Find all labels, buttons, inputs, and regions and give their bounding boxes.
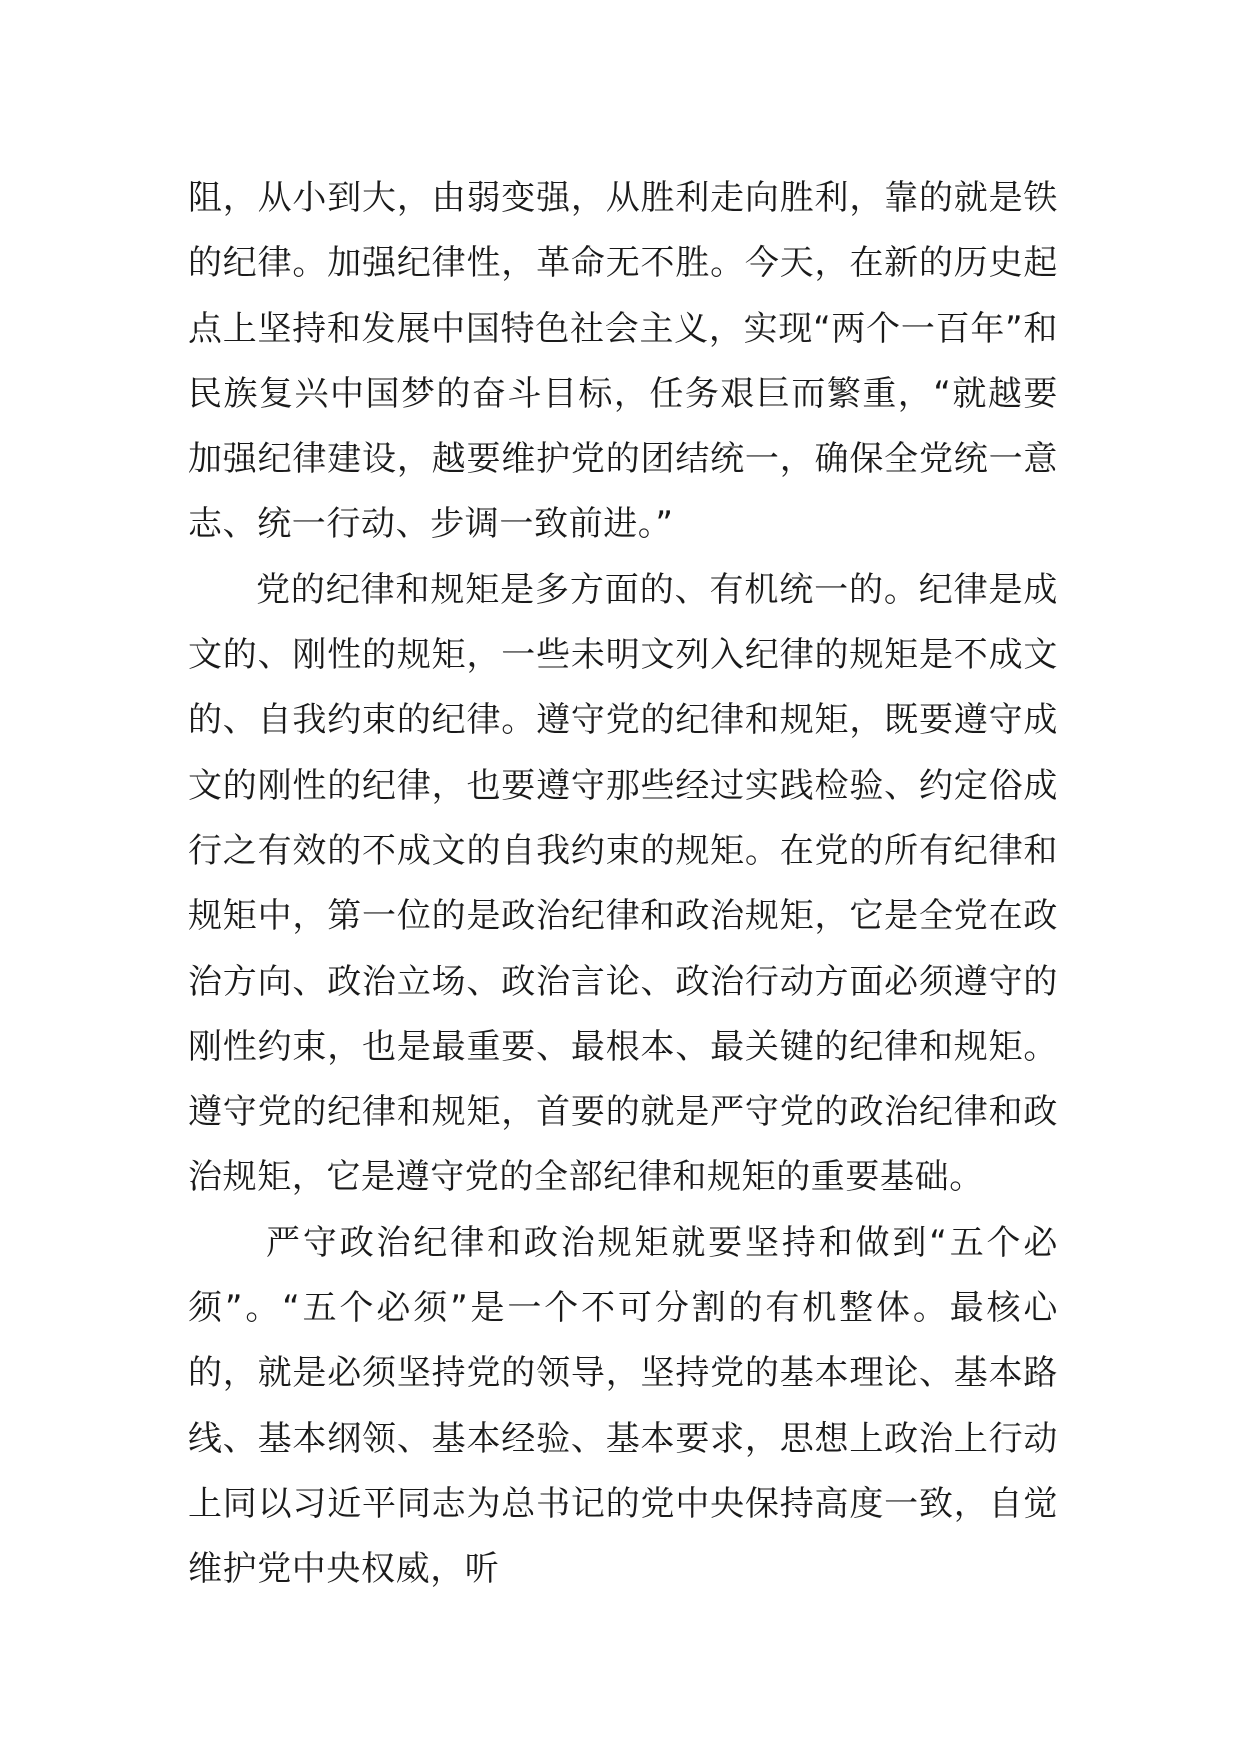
document-page: [188, 166, 1058, 1603]
paragraph-3: 严守政治纪律和政治规矩就要坚持和做到“五个必须”。“五个必须”是一个不可分割的有机整体。最核心的，就是必须坚持党的领导，坚持党的基本理论、基本路线、基本纲领、基本经验、基本要求，思想上政治上行动上同以习近平同志为总书记的党中央保持高度一致，自觉维护党中央权威，听: [188, 1222, 1058, 1590]
paragraph-2: 党的纪律和规矩是多方面的、有机统一的。纪律是成文的、刚性的规矩，一些未明文列入纪律的规矩是不成文的、自我约束的纪律。遵守党的纪律和规矩，既要遵守成文的刚性的纪律，也要遵守那些经过实践检验、约定俗成行之有效的不成文的自我约束的规矩。在党的所有纪律和规矩中，第一位的是政治纪律和政治规矩，它是全党在政治方向、政治立场、政治言论、政治行动方面必须遵守的刚性约束，也是最重要、最根本、最关键的纪律和规矩。遵守党的纪律和规矩，首要的就是严守党的政治纪律和政治规矩，它是遵守党的全部纪律和规矩的重要基础。: [188, 569, 1058, 1198]
paragraph-1: 阻，从小到大，由弱变强，从胜利走向胜利，靠的就是铁的纪律。加强纪律性，革命无不胜。今天，在新的历史起点上坚持和发展中国特色社会主义，实现“两个一百年”和民族复兴中国梦的奋斗目标，任务艰巨而繁重，“就越要加强纪律建设，越要维护党的团结统一，确保全党统一意志、统一行动、步调一致前进。”: [188, 178, 1058, 545]
